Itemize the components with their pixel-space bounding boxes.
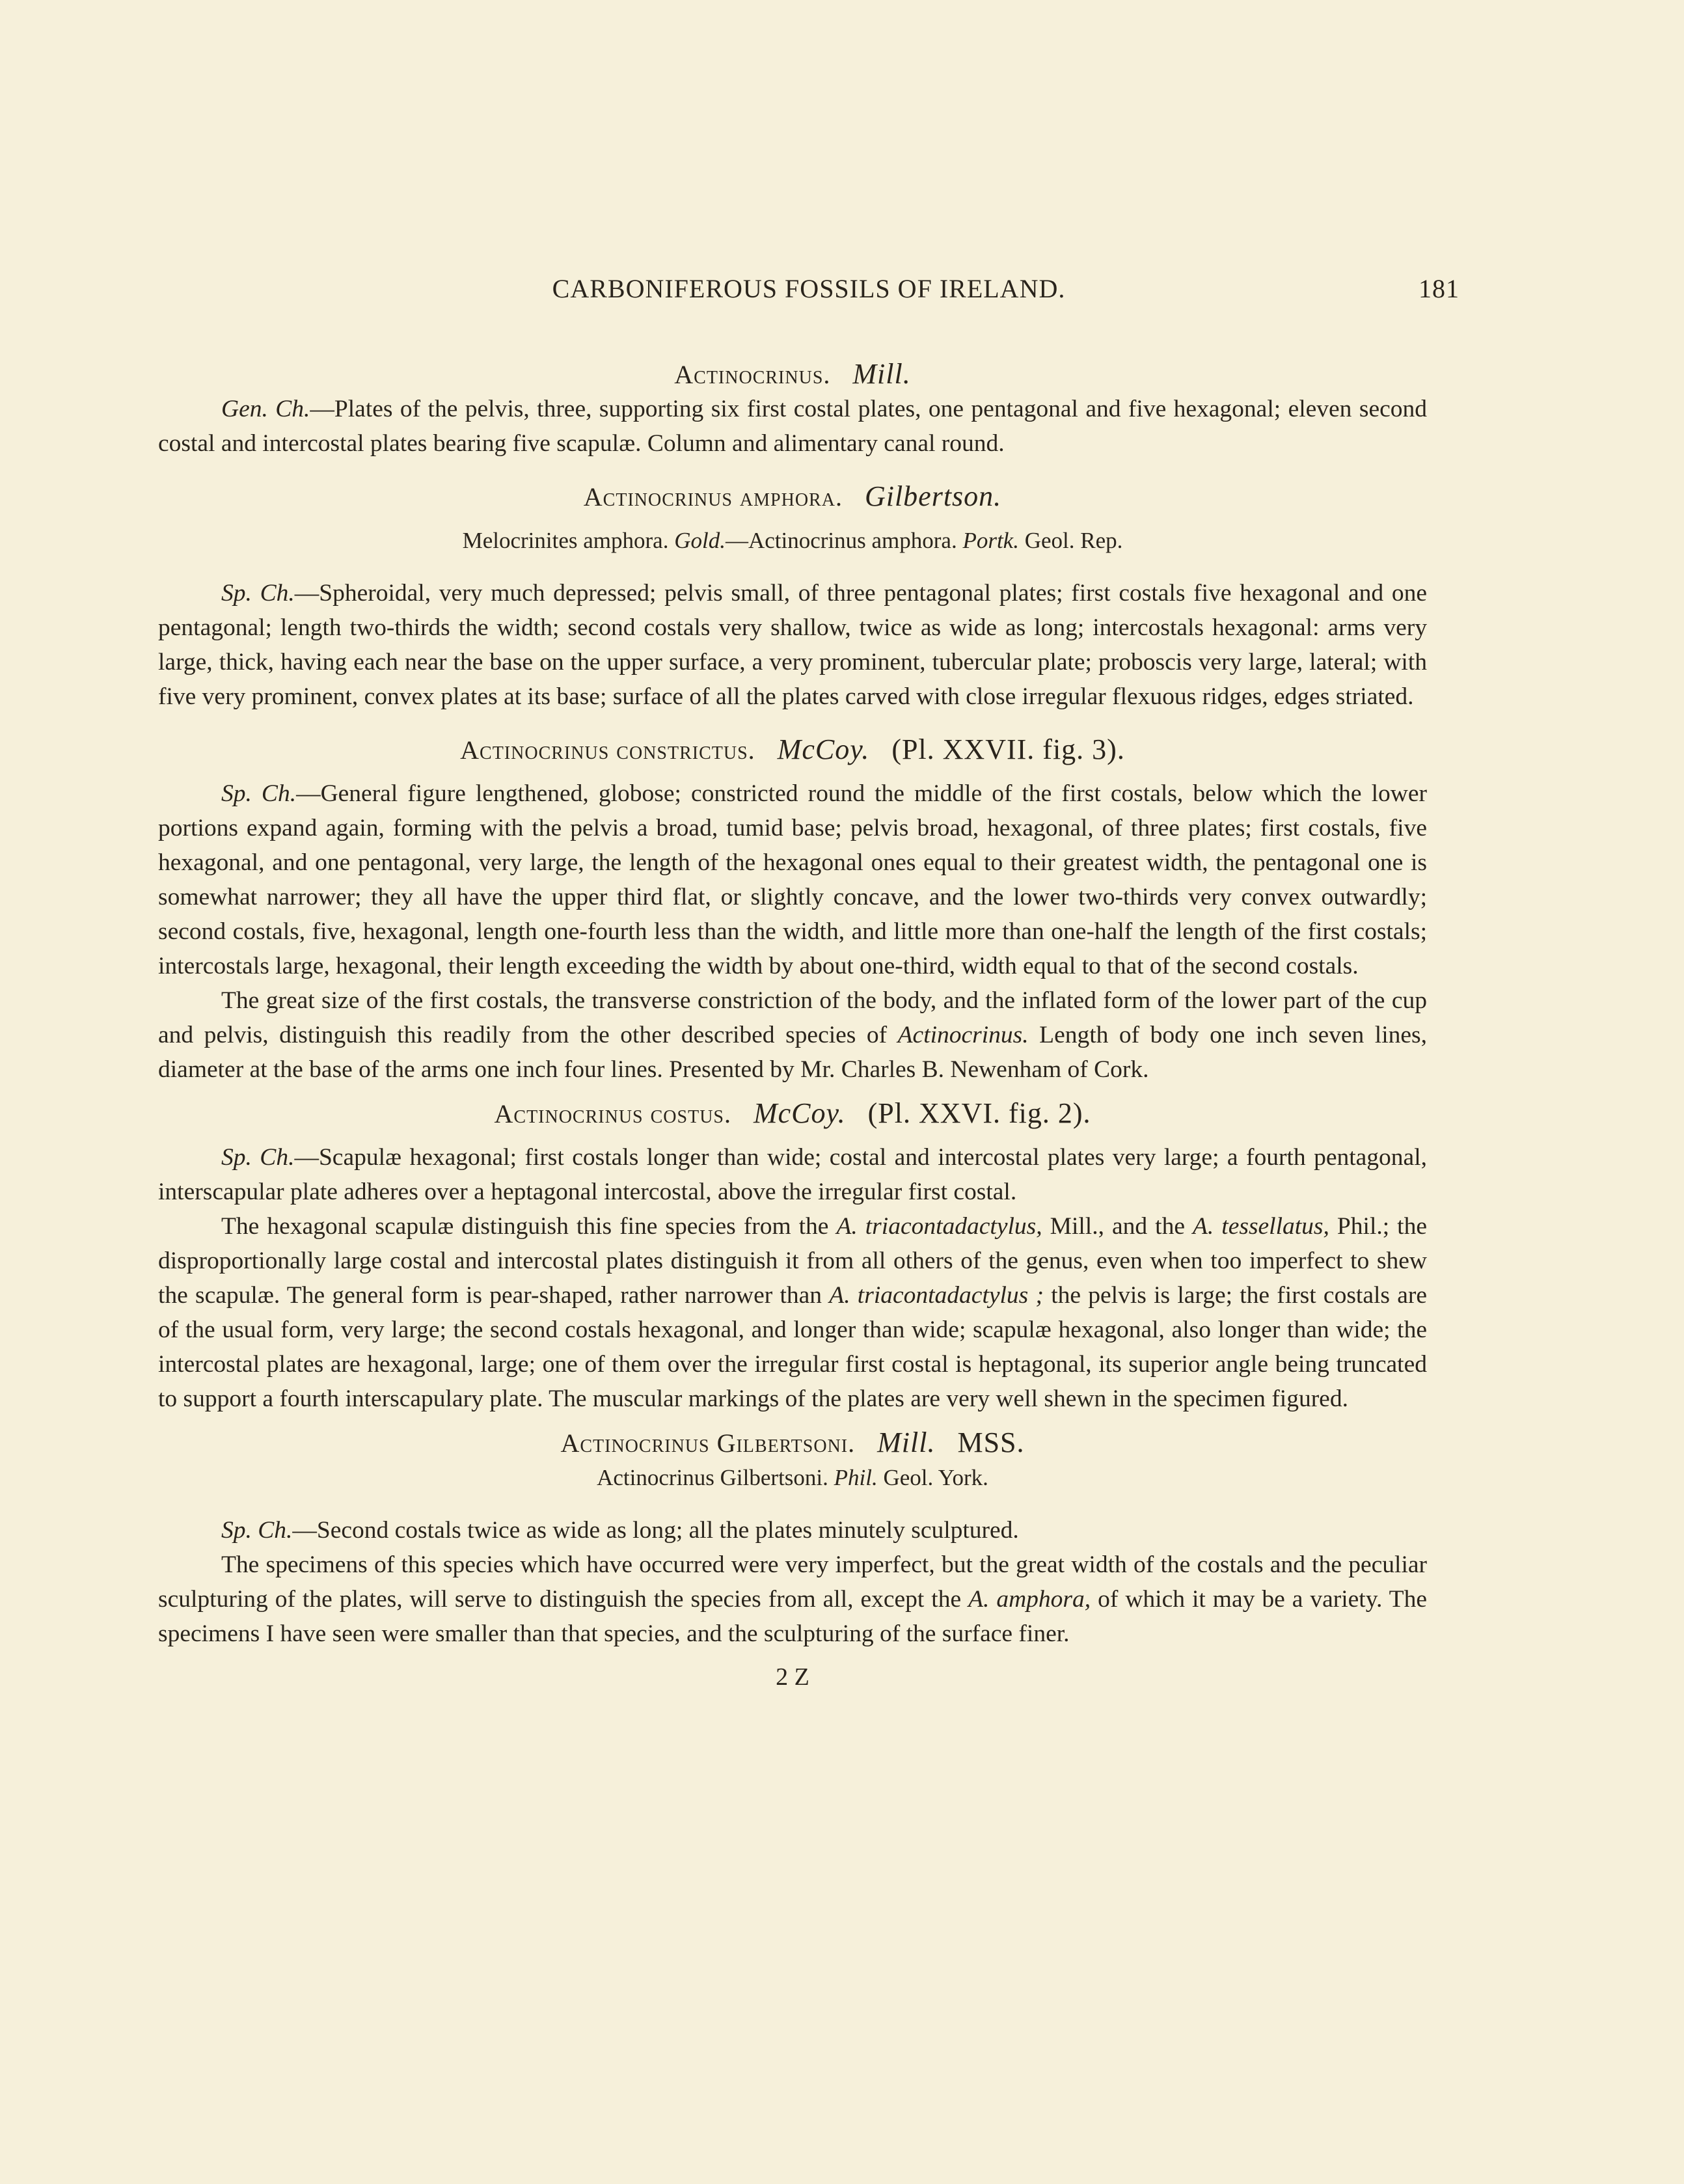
costus-author: McCoy. [754,1097,846,1129]
signature-mark: 2 Z [776,1663,809,1691]
gilbertsoni-label: Sp. Ch. [221,1517,293,1544]
amphora-syn-2-author: Portk. [962,528,1019,553]
costus-remarks-c: Phil.; the disproportionally large costal and intercostal plates distinguish it from all others of the genus, even when too imperfect to shew the scapulæ. The general form is pear-shaped, rather narrower than [158,1213,1427,1309]
gilbertsoni-synonymy [158,1460,1427,1495]
gilbertsoni-heading [158,1425,1427,1460]
gilbertsoni-syn: Actinocrinus Gilbertsoni. [597,1465,828,1490]
constrictus-characters [158,776,1427,983]
genus-label: Gen. Ch. [221,396,310,422]
costus-remarks-b: Mill., and the [1042,1213,1193,1240]
genus-name: Actinocrinus. [674,360,831,389]
amphora-name: Actinocrinus amphora. [583,482,843,512]
genus-heading [158,357,1427,392]
gilbertsoni-species: A. amphora, [968,1586,1091,1613]
constrictus-remarks-b: Length of body one inch seven lines, diameter at the base of the arms one inch four lines. Presented by Mr. Charles B. Newenham of Cork. [158,1022,1428,1083]
costus-remarks-d: the pelvis is large; the first costals are of the usual form, very large; the second costals hexagonal, and longer than wide; scapulæ hexagonal, also longer than wide; the intercostal plates are hexagonal, large; one of them over the irregular first costal is heptagonal, its superior angle being truncated to support a fourth interscapulary plate. The muscular markings of the plates are very well shewn in the specimen figured. [158,1282,1427,1412]
constrictus-label: Sp. Ch. [221,780,297,807]
costus-label: Sp. Ch. [221,1144,295,1171]
costus-species-3: A. triacontadactylus ; [829,1282,1044,1309]
amphora-syn-2-ref: Geol. Rep. [1024,528,1123,553]
costus-species-1: A. triacontadactylus, [836,1213,1042,1240]
costus-plate-ref: (Pl. XXVI. fig. 2). [867,1097,1091,1129]
gilbertsoni-syn-ref: Geol. York. [883,1465,988,1490]
gilbertsoni-remarks [158,1548,1427,1651]
gilbertsoni-text: —Second costals twice as wide as long; all the plates minutely sculptured. [292,1517,1019,1544]
amphora-characters [158,576,1427,714]
amphora-syn-2: —Actinocrinus amphora. [725,528,957,553]
costus-remarks-a: The hexagonal scapulæ distinguish this fine species from the [221,1213,837,1240]
gilbertsoni-remarks-b: of which it may be a variety. The specimens I have seen were smaller than that species, and the sculpturing of the surface finer. [158,1586,1427,1647]
amphora-label: Sp. Ch. [221,580,295,607]
gilbertsoni-name: Actinocrinus Gilbertsoni. [560,1428,856,1458]
gilbertsoni-author: Mill. [877,1426,936,1458]
costus-characters [158,1140,1427,1209]
genus-author: Mill. [852,358,911,390]
costus-text: —Scapulæ hexagonal; first costals longer than wide; costal and intercostal plates very large; a fourth pentagonal, interscapular plate adheres over a heptagonal intercostal, above the irregular first costal. [158,1144,1427,1205]
main-text [158,357,1427,1695]
amphora-heading [158,479,1427,514]
constrictus-heading [158,732,1427,767]
running-title: CARBONIFEROUS FOSSILS OF IRELAND. [552,274,1066,303]
costus-name: Actinocrinus costus. [494,1099,731,1128]
constrictus-text: —General figure lengthened, globose; constricted round the middle of the first costals, below which the lower portions expand again, forming with the pelvis a broad, tumid base; pelvis broad, hexagonal, of three plates; first costals, five hexagonal, and one pentagonal, very large, the length of the hexagonal ones equal to their greatest width, the pentagonal one is somewhat narrower; they all have the upper third flat, or slightly concave, and the lower two-thirds very convex outwardly; second costals, five, hexagonal, length one-fourth less than the width, and little more than one-half the length of the first costals; intercostals large, hexagonal, their length exceeding the width by about one-third, width equal to that of the second costals. [158,780,1428,979]
constrictus-remarks [158,983,1427,1087]
costus-remarks [158,1209,1427,1416]
genus-characters [158,392,1427,461]
constrictus-name: Actinocrinus constrictus. [460,735,755,765]
gilbertsoni-syn-author: Phil. [834,1465,878,1490]
amphora-author: Gilbertson. [864,480,1002,512]
gilbertsoni-characters [158,1513,1427,1548]
genus-text: —Plates of the pelvis, three, supporting six first costal plates, one pentagonal and five hexagonal; eleven second costal and intercostal plates bearing five scapulæ. Column and alimentary canal round. [158,396,1427,457]
gilbertsoni-remarks-a: The specimens of this species which have occurred were very imperfect, but the great width of the costals and the peculiar sculpturing of the plates, will serve to distinguish the species from all, except the [158,1551,1427,1613]
constrictus-author: McCoy. [777,733,870,765]
amphora-text: —Spheroidal, very much depressed; pelvis small, of three pentagonal plates; first costals five hexagonal and one pentagonal; length two-thirds the width; second costals very shallow, twice as wide as long; intercostals hexagonal: arms very large, thick, having each near the base on the upper surface, a very prominent, tubercular plate; proboscis very large, lateral; with five very prominent, convex plates at its base; surface of all the plates carved with close irregular flexuous ridges, edges striated. [158,580,1427,710]
constrictus-plate-ref: (Pl. XXVII. fig. 3). [891,733,1125,765]
constrictus-remarks-genus: Actinocrinus. [897,1022,1029,1048]
costus-heading [158,1096,1427,1131]
amphora-synonymy [158,523,1427,558]
amphora-syn-1: Melocrinites amphora. [462,528,669,553]
gilbertsoni-mss: MSS. [957,1426,1025,1458]
costus-species-2: A. tessellatus, [1192,1213,1329,1240]
constrictus-remarks-a: The great size of the first costals, the transverse constriction of the body, and the inflated form of the lower part of the cup and pelvis, distinguish this readily from the other described species of [158,987,1427,1048]
running-head [158,273,1460,312]
amphora-syn-1-author: Gold. [674,528,726,553]
page-number: 181 [1419,274,1460,303]
